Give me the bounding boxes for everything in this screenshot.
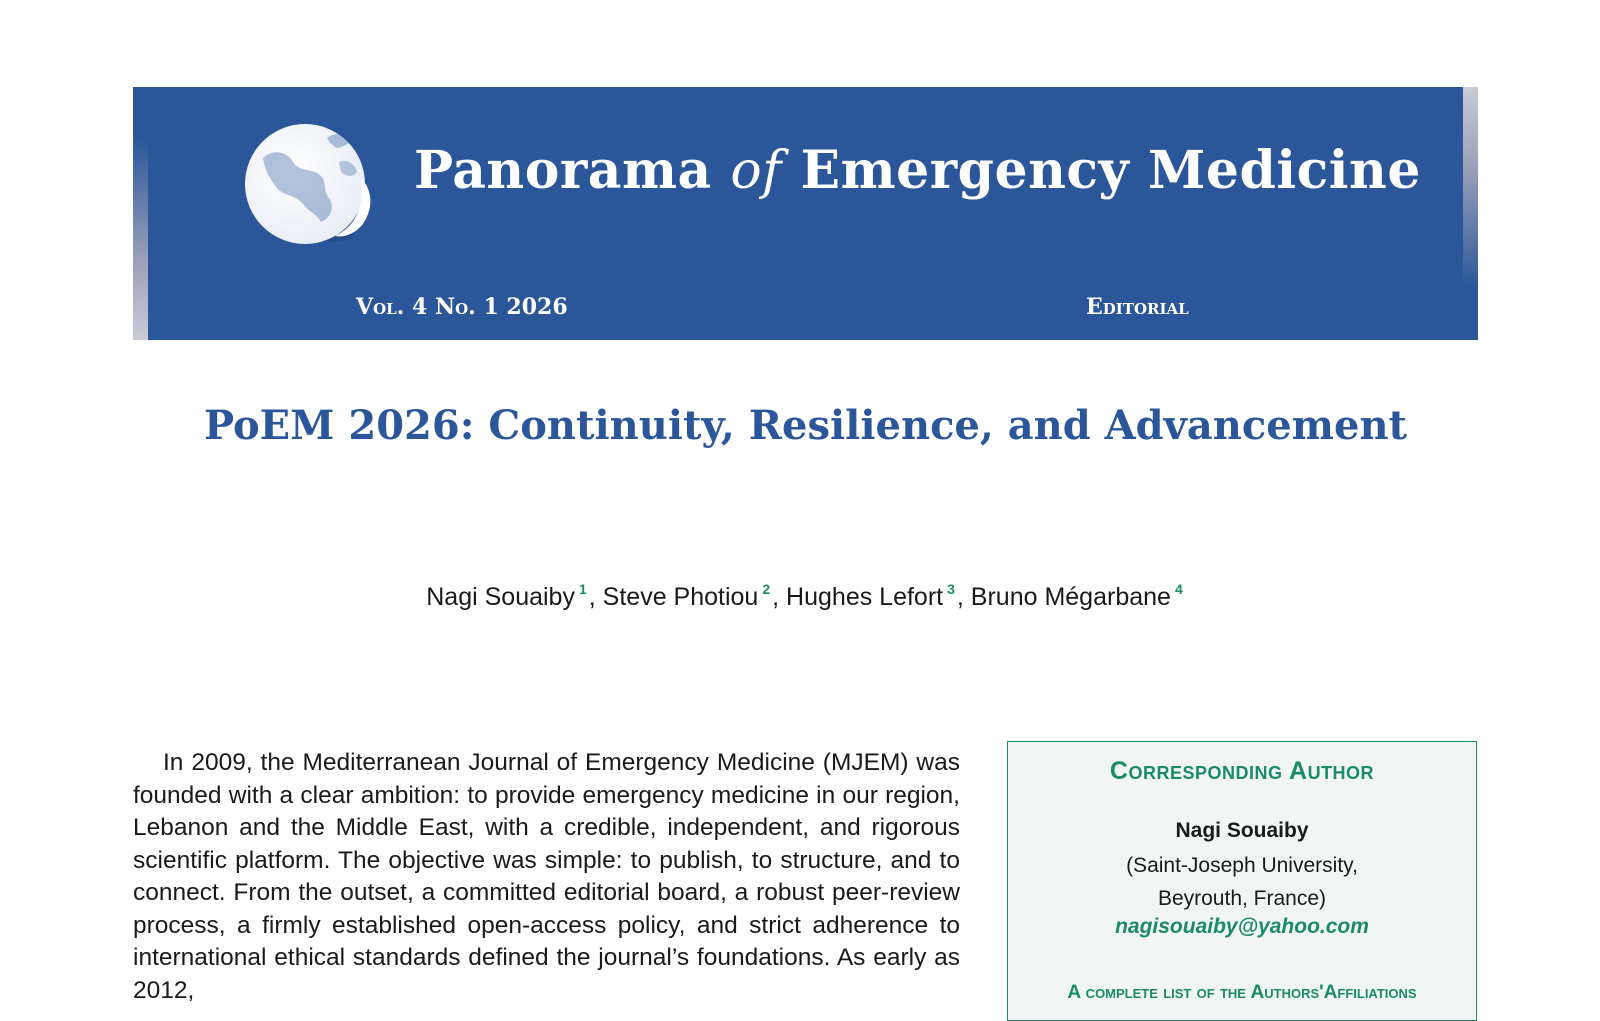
affiliation-line: Beyrouth, France) (1157, 886, 1327, 910)
banner-shadow-left (133, 140, 148, 340)
affiliation-marker[interactable]: 3 (947, 581, 955, 597)
journal-title (414, 140, 1421, 201)
body-paragraph: In 2009, the Mediterranean Journal of Emergency Medicine (MJEM) was founded with a clear ambition: to provide emergency medicine in our region, Lebanon and the Middle East, with a credible, independent, and rigorous scientific platform. The objective was simple: to publish, to structure, and to connect. From the outset, a committed editorial board, a robust peer-review process, a firmly established open-access policy, and strict adherence to international ethical standards defined the journal’s foundations. As early as 2012, (133, 749, 960, 1004)
journal-title-of: of (730, 141, 782, 201)
volume-info: Vol. 4 No. 1 2026 (356, 294, 568, 320)
corresponding-author-affiliation (1008, 850, 1476, 915)
corresponding-author-box (1007, 741, 1477, 1021)
section-label: Editorial (1086, 294, 1189, 320)
affiliations-list-link[interactable]: A complete list of the Authors'Affiliations (1067, 982, 1417, 1003)
journal-title-part2: Emergency Medicine (800, 140, 1421, 201)
affiliation-line: (Saint-Joseph University, (1126, 854, 1358, 877)
author-name[interactable]: Bruno Mégarbane (970, 583, 1171, 611)
affiliation-marker[interactable]: 2 (762, 581, 771, 597)
author-name[interactable]: Steve Photiou (602, 583, 759, 611)
corresponding-author-heading: Corresponding Author (1109, 757, 1375, 785)
affiliation-marker[interactable]: 1 (578, 581, 587, 597)
journal-title-part1: Panorama (414, 140, 712, 201)
author-list (133, 583, 1478, 612)
banner-shadow-right (1463, 87, 1478, 287)
author-separator: , (956, 583, 971, 611)
author-name[interactable]: Hughes Lefort (786, 583, 944, 611)
article-title: PoEM 2026: Continuity, Resilience, and Advancement (203, 402, 1408, 449)
author-separator: , (772, 583, 787, 611)
globe-icon (243, 118, 383, 248)
author-separator: , (588, 583, 603, 611)
corresponding-author-email-link[interactable]: nagisouaiby@yahoo.com (1115, 915, 1369, 938)
affiliation-marker[interactable]: 4 (1174, 581, 1183, 597)
author-name[interactable]: Nagi Souaiby (426, 583, 575, 611)
corresponding-author-name: Nagi Souaiby (1175, 819, 1309, 842)
